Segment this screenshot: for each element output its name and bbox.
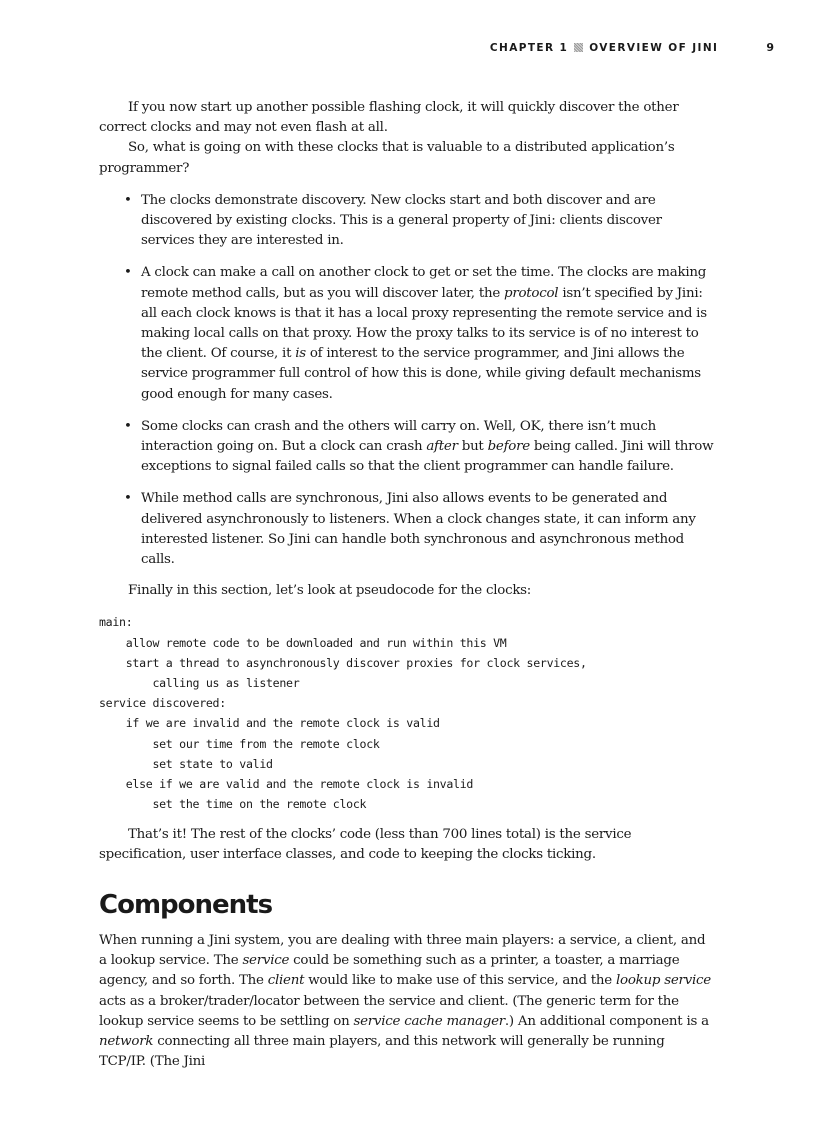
emphasis-service-cache-manager: service cache manager [353,1013,505,1029]
bullet-text: but [457,439,488,455]
page-body [99,98,714,1072]
text-run: .) An additional component is a [504,1013,709,1029]
text-run: could be something such as a printer, a toaster, a marriage agency, and so forth. The [99,953,680,989]
page-number: 9 [766,41,774,54]
paragraph-components [99,931,714,1072]
chapter-label: CHAPTER 1 [489,41,569,54]
bullet-item-discovery [124,191,714,252]
emphasis-service: service [242,953,290,969]
code-line: calling us as listener [99,676,300,691]
section-heading: Components [99,889,273,920]
bullet-text: While method calls are synchronous, Jini also allows events to be generated and delivered asynchronously to listeners. When a clock changes state, it can inform any interested listener. So Jini can handle both synchronous and asynchronous method calls. [141,491,696,568]
paragraph-pseudocode-intro: Finally in this section, let’s look at pseudocode for the clocks: [128,583,532,599]
bullet-icon: • [124,265,132,281]
bullet-item-crash [124,417,714,478]
text-run: would like to make use of this service, and the [304,973,616,989]
bullet-text: isn’t specified by Jini: all each clock knows is that it has a local proxy representing the remote service and is making local calls on that proxy. How the proxy talks to its service is of no interest to the client. Of course, it [141,285,707,362]
code-line: allow remote code to be downloaded and run within this VM [99,635,507,650]
emphasis-network: network [99,1033,154,1049]
paragraph-intro-2: So, what is going on with these clocks that is valuable to a distributed application’s programmer? [99,140,675,176]
text-run: When running a Jini system, you are dealing with three main players: a service, a client, and a lookup service. The [99,932,706,969]
code-line: set state to valid [99,756,273,771]
code-line: start a thread to asynchronously discover proxies for clock services, [99,655,587,670]
emphasis-after: after [426,439,458,455]
separator-square-icon [574,43,583,52]
paragraph-intro-1: If you now start up another possible flashing clock, it will quickly discover the other correct clocks and may not even flash at all. [99,100,679,136]
emphasis-protocol: protocol [504,285,559,301]
bullet-text: of interest to the service programmer, and Jini allows the service programmer full control of how this is done, while giving default mechanisms good enough for many cases. [141,346,701,402]
emphasis-is: is [295,346,306,362]
bullet-icon: • [124,418,132,434]
bullet-icon: • [124,192,132,208]
text-run: acts as a broker/trader/locator between the service and client. (The generic term for the lookup service seems to be settling on [99,993,679,1029]
code-line: main: [99,615,133,630]
emphasis-lookup-service: lookup service [615,973,711,989]
running-header [490,41,774,54]
code-line: service discovered: [99,696,226,711]
bullet-text: Some clocks can crash and the others will carry on. Well, OK, there isn’t much interaction going on. But a clock can crash [141,418,657,455]
bullet-icon: • [124,491,132,507]
text-run: connecting all three main players, and this network will generally be running TCP/IP. (The Jini [99,1033,665,1070]
bullet-item-events [124,489,714,570]
bullet-text: A clock can make a call on another clock to get or set the time. The clocks are making remote method calls, but as you will discover later, the [141,265,707,301]
paragraph-after-code: That’s it! The rest of the clocks’ code (less than 700 lines total) is the service specification, user interface classes, and code to keeping the clocks ticking. [99,826,632,862]
chapter-title: OVERVIEW OF JINI [589,41,719,54]
code-line: set our time from the remote clock [99,736,380,751]
pseudocode-block [99,612,714,814]
emphasis-before: before [487,439,530,455]
bullet-list [99,191,714,570]
emphasis-client: client [267,973,305,989]
code-line: if we are invalid and the remote clock is valid [99,716,440,731]
bullet-text: being called. Jini will throw exceptions to signal failed calls so that the client programmer can handle failure. [141,439,714,475]
code-line: set the time on the remote clock [99,797,367,812]
bullet-item-remote-calls [124,263,714,404]
code-line: else if we are valid and the remote clock is invalid [99,777,474,792]
bullet-text: The clocks demonstrate discovery. New clocks start and both discover and are discovered by existing clocks. This is a general property of Jini: clients discover services they are interested in. [141,192,662,249]
